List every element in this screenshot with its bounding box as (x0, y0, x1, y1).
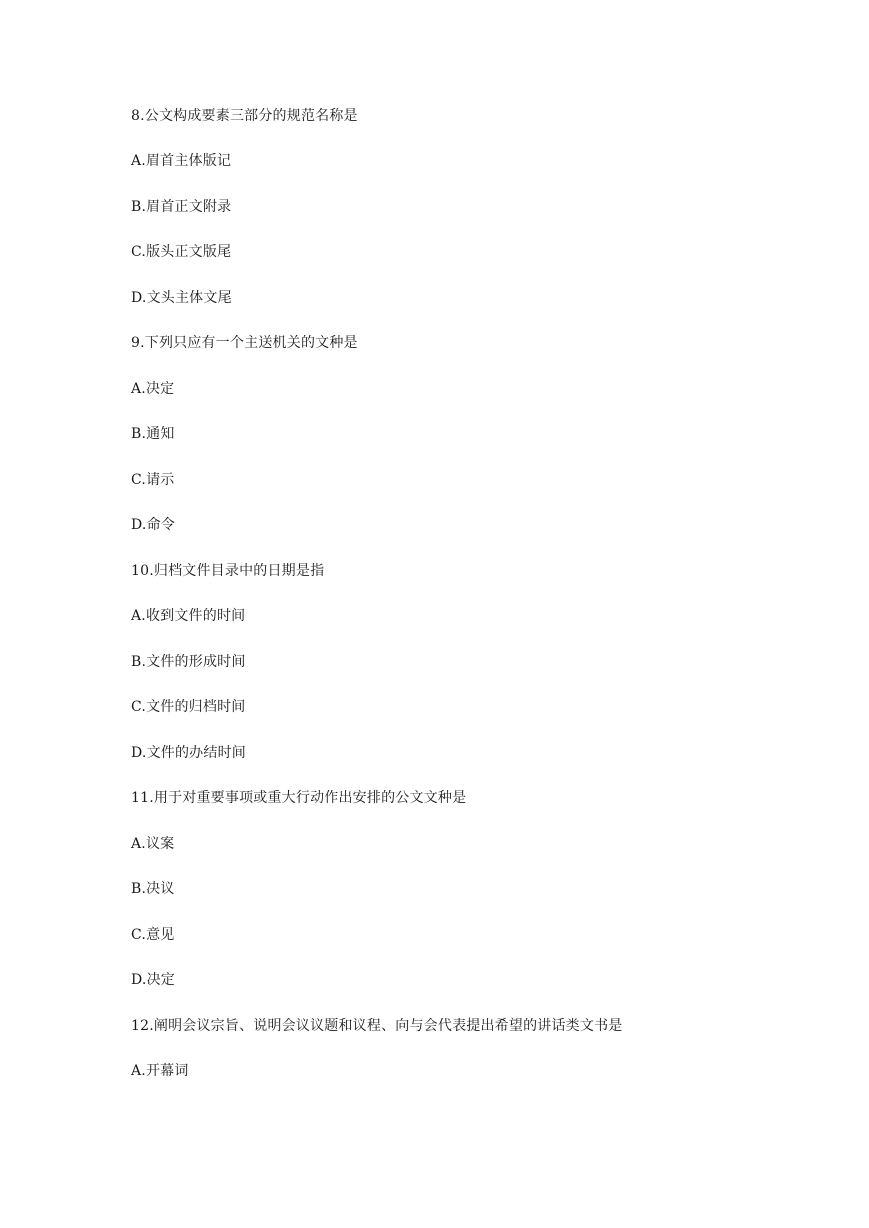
question-10-option-d: D.文件的办结时间 (131, 745, 246, 761)
question-11-option-a: A.议案 (131, 836, 175, 852)
question-9-option-c: C.请示 (131, 472, 175, 488)
question-10-option-c: C.文件的归档时间 (131, 699, 246, 715)
question-11-option-b: B.决议 (131, 881, 175, 897)
question-10-option-b: B.文件的形成时间 (131, 654, 246, 670)
question-12-option-a: A.开幕词 (131, 1063, 189, 1079)
question-10-option-a: A.收到文件的时间 (131, 608, 246, 624)
question-8-stem: 8.公文构成要素三部分的规范名称是 (131, 108, 358, 124)
question-12-stem: 12.阐明会议宗旨、说明会议议题和议程、向与会代表提出希望的讲话类文书是 (131, 1018, 623, 1034)
question-11-option-c: C.意见 (131, 927, 175, 943)
question-9-option-a: A.决定 (131, 381, 175, 397)
question-9-option-d: D.命令 (131, 517, 175, 533)
question-8-option-b: B.眉首正文附录 (131, 199, 232, 215)
question-9-option-b: B.通知 (131, 426, 175, 442)
question-11-option-d: D.决定 (131, 972, 175, 988)
question-10-stem: 10.归档文件目录中的日期是指 (131, 563, 325, 579)
question-9-stem: 9.下列只应有一个主送机关的文种是 (131, 335, 358, 351)
question-8-option-a: A.眉首主体版记 (131, 153, 232, 169)
question-11-stem: 11.用于对重要事项或重大行动作出安排的公文文种是 (131, 790, 467, 806)
question-8-option-d: D.文头主体文尾 (131, 290, 232, 306)
question-8-option-c: C.版头正文版尾 (131, 244, 232, 260)
